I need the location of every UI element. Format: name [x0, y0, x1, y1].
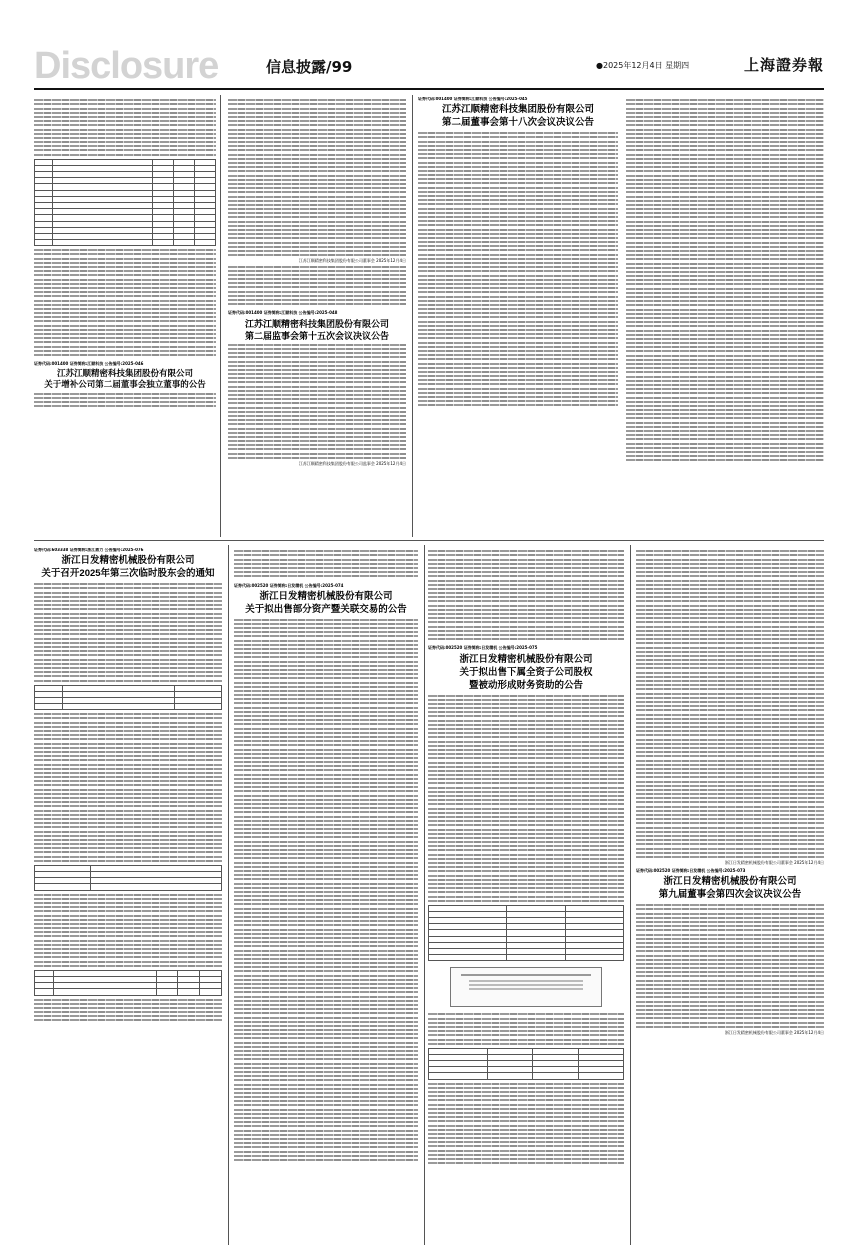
announcement-title: 浙江日发精密机械股份有限公司 关于拟出售下属全资子公司股权 暨被动形成财务资助的公告	[459, 653, 593, 691]
section-divider	[34, 540, 824, 541]
announcement-title: 江苏江顺精密科技集团股份有限公司 关于增补公司第二届董事会独立董事的公告	[44, 368, 206, 390]
proxy-voting-table	[34, 159, 216, 247]
announcement-column	[228, 97, 406, 537]
announcement-code: 证券代码:002520 证券简称:日发精机 公告编号:2025-074	[234, 582, 344, 588]
announcement-column	[34, 548, 222, 1245]
section-title-chinese: 信息披露/99	[266, 58, 353, 76]
issue-date: ●2025年12月4日 星期四	[596, 61, 690, 70]
column-divider	[424, 545, 425, 1245]
announcement-column	[234, 548, 418, 1245]
proxy-form-table	[34, 970, 222, 996]
announcement-code: 证券代码:002520 证券简称:日发精机 公告编号:2025-073	[636, 868, 746, 874]
header-rule	[34, 88, 824, 90]
column-divider	[412, 95, 413, 537]
section-title-english: Disclosure	[34, 45, 219, 87]
announcement-column	[34, 97, 216, 537]
announcement-code: 证券代码:001400 证券简称:江顺科技 公告编号:2025-045	[418, 97, 528, 101]
announcement-title: 江苏江顺精密科技集团股份有限公司 第二届监事会第十五次会议决议公告	[244, 318, 389, 341]
page-header	[34, 47, 824, 85]
announcement-code: 证券代码:001400 证券简称:江顺科技 公告编号:2025-046	[34, 361, 144, 367]
announcement-code: 证券代码:001400 证券简称:江顺科技 公告编号:2025-048	[228, 310, 338, 316]
voting-code-table	[34, 865, 222, 891]
announcement-title: 浙江日发精密机械股份有限公司 关于召开2025年第三次临时股东会的通知	[41, 555, 215, 580]
newspaper-logo: 上海證券報	[743, 56, 824, 74]
announcement-title: 江苏江顺精密科技集团股份有限公司 第二届董事会第十八次会议决议公告	[441, 104, 594, 129]
announcement-title: 浙江日发精密机械股份有限公司 关于拟出售部分资产暨关联交易的公告	[245, 590, 407, 615]
announcement-signature: 浙江日发精密机械股份有限公司董事会 2025年12月4日	[724, 859, 824, 865]
proposal-table	[34, 685, 222, 711]
announcement-signature: 江苏江顺精密科技集团股份有限公司监事会 2025年12月4日	[298, 460, 406, 466]
announcement-column	[428, 548, 624, 1245]
announcement-column	[418, 97, 618, 537]
column-divider	[220, 95, 221, 537]
announcement-code: 证券代码:002520 证券简称:日发精机 公告编号:2025-075	[428, 645, 538, 651]
announcement-column	[636, 548, 824, 1245]
announcement-code: 证券代码:603338 证券简称:浙江鼎力 公告编号:2025-076	[34, 548, 144, 552]
financial-data-table	[428, 905, 624, 962]
announcement-signature: 江苏江顺精密科技集团股份有限公司董事会 2025年12月4日	[298, 258, 406, 264]
company-seal-image	[450, 967, 602, 1007]
announcement-signature: 浙江日发精密机械股份有限公司董事会 2025年12月4日	[724, 1029, 824, 1035]
financial-data-table	[428, 1048, 624, 1080]
column-divider	[630, 545, 631, 1245]
announcement-title: 浙江日发精密机械股份有限公司 第九届董事会第四次会议决议公告	[658, 876, 802, 901]
column-divider	[228, 545, 229, 1245]
announcement-column	[626, 97, 824, 537]
